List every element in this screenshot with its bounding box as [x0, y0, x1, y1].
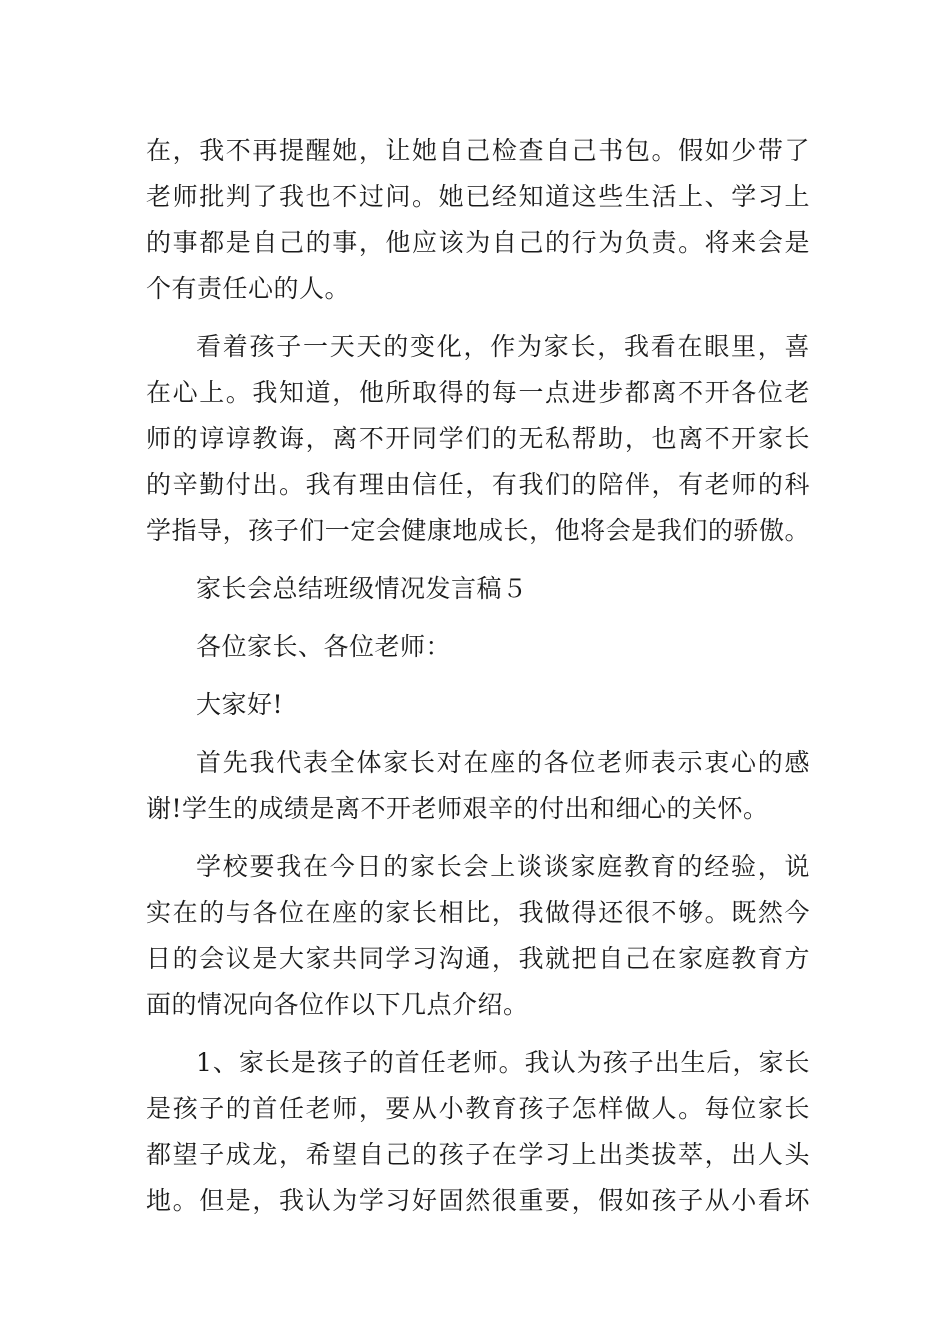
document-body [146, 128, 810, 1224]
text-line: 老师批判了我也不过问。她已经知道这些生活上、学习上 [146, 182, 810, 211]
text-line: 在，我不再提醒她，让她自己检查自己书包。假如少带了 [146, 136, 810, 165]
text-line: 首先我代表全体家长对在座的各位老师表示衷心的感 [196, 748, 810, 777]
text-line: 看着孩子一天天的变化，作为家长，我看在眼里，喜 [196, 332, 810, 361]
section-heading: 家长会总结班级情况发言稿５ [196, 574, 528, 603]
text-line: 学指导，孩子们一定会健康地成长，他将会是我们的骄傲。 [146, 516, 810, 545]
text-line: 在心上。我知道，他所取得的每一点进步都离不开各位老 [146, 378, 810, 407]
text-line: 实在的与各位在座的家长相比，我做得还很不够。既然今 [146, 898, 810, 927]
text-line: 学校要我在今日的家长会上谈谈家庭教育的经验，说 [196, 852, 810, 881]
text-line: 都望子成龙，希望自己的孩子在学习上出类拔萃，出人头 [146, 1140, 810, 1169]
text-line: 师的谆谆教诲，离不开同学们的无私帮助，也离不开家长 [146, 424, 810, 453]
text-line: 面的情况向各位作以下几点介绍。 [146, 990, 529, 1019]
salutation: 各位家长、各位老师： [196, 632, 452, 661]
text-line: 日的会议是大家共同学习沟通，我就把自己在家庭教育方 [146, 944, 810, 973]
text-line: 地。但是，我认为学习好固然很重要，假如孩子从小看坏 [146, 1186, 810, 1215]
greeting: 大家好! [196, 690, 284, 719]
text-line: 的事都是自己的事，他应该为自己的行为负责。将来会是 [146, 228, 810, 257]
text-line: 是孩子的首任老师，要从小教育孩子怎样做人。每位家长 [146, 1094, 810, 1123]
text-line: 谢!学生的成绩是离不开老师艰辛的付出和细心的关怀。 [146, 794, 769, 823]
text-line: 个有责任心的人。 [146, 274, 351, 303]
text-line: 1、家长是孩子的首任老师。我认为孩子出生后，家长 [196, 1048, 810, 1077]
text-line: 的辛勤付出。我有理由信任，有我们的陪伴，有老师的科 [146, 470, 810, 499]
